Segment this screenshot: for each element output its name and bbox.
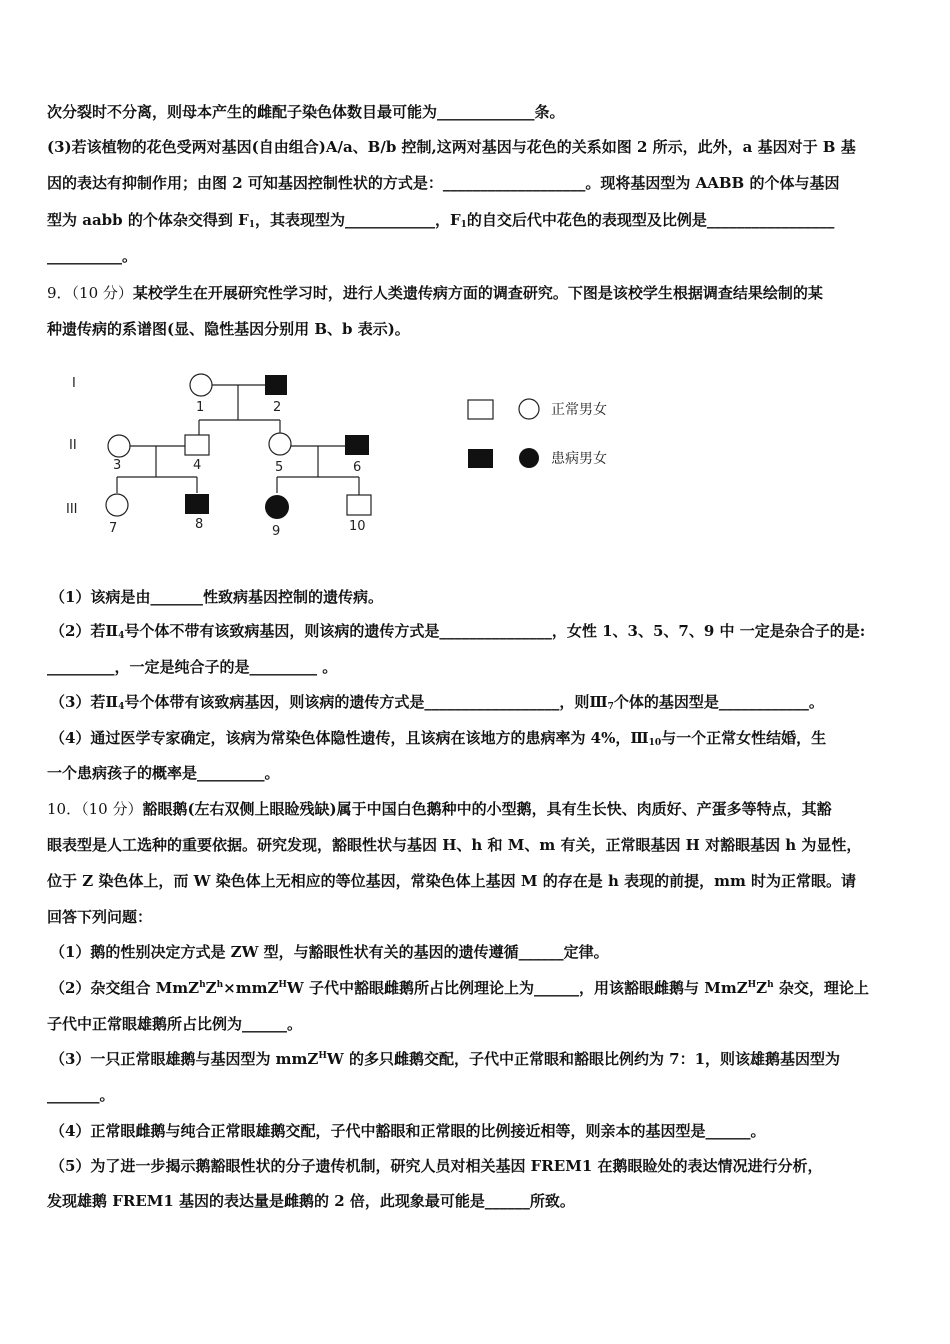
q9-sub-4-cont: 一个患病孩子的概率是_________。 [47, 764, 280, 782]
individual-II-3-female-normal [108, 435, 130, 457]
individual-number: 10 [349, 519, 366, 534]
individual-I-2-male-affected [265, 375, 287, 395]
individual-III-10-male-normal [347, 495, 371, 515]
generation-label-I: I [72, 376, 76, 391]
individual-number: 6 [353, 460, 362, 475]
q10-sub-3-b: W 的多只雌鹅交配，子代中正常眼和豁眼比例约为 7：1，则该雄鹅基因型为 [326, 1050, 841, 1068]
legend-normal-male-symbol [468, 400, 493, 419]
q10-sub-3 [50, 1048, 910, 1070]
q10-line-3: 位于 Z 染色体上，而 W 染色体上无相应的等位基因，常染色体上基因 M 的存在是 h 表现的前提，mm 时为正常眼。请 [47, 872, 857, 890]
q9-sub-3-a: （3）若Ⅱ [50, 693, 119, 711]
individual-number: 7 [109, 521, 118, 536]
subscript: 1 [248, 220, 255, 230]
q10-sub-2-b: Z [205, 979, 217, 997]
superscript: h [199, 980, 206, 990]
individual-III-7-female-normal [106, 494, 128, 516]
subscript: 7 [607, 702, 614, 712]
legend-normal-female-symbol [519, 399, 539, 419]
individual-number: 8 [195, 517, 204, 532]
generation-label-II: II [69, 438, 77, 453]
individual-II-5-female-normal [269, 433, 291, 455]
q8-line-4-b: ，其表现型为____________，F [255, 211, 461, 229]
q9-number: 9．（10 分） [47, 284, 133, 302]
q8-line-5: __________。 [47, 247, 138, 265]
legend-affected-male-symbol [468, 449, 493, 468]
subscript: 4 [118, 702, 125, 712]
q8-line-2: (3)若该植物的花色受两对基因(自由组合)A/a、B/b 控制,这两对基因与花色的关系如图 2 所示，此外，a 基因对于 B 基 [47, 138, 856, 156]
individual-number: 9 [272, 524, 281, 539]
pedigree-chart [55, 365, 635, 545]
subscript: 10 [648, 738, 662, 748]
individual-II-6-male-affected [345, 435, 369, 455]
q10-sub-2 [50, 977, 910, 999]
q10-sub-2-c: ×mmZ [223, 979, 279, 997]
legend-affected-female-symbol [519, 448, 539, 468]
q9-sub-2-cont: _________，一定是纯合子的是_________ 。 [47, 658, 338, 676]
q10-sub-3-cont: _______。 [47, 1086, 115, 1104]
q9-sub-3 [50, 691, 910, 713]
q10-sub-2-a: （2）杂交组合 MmZ [50, 979, 200, 997]
q9-sub-4-b: 与一个正常女性结婚，生 [661, 729, 827, 747]
individual-number: 1 [196, 400, 205, 415]
q8-line-3: 因的表达有抑制作用；由图 2 可知基因控制性状的方式是：___________________。现将基因型为 AABB 的个体与基因 [47, 174, 840, 192]
legend-normal-label: 正常男女 [551, 402, 607, 418]
subscript: 1 [460, 220, 467, 230]
q9-sub-2 [50, 620, 910, 642]
q9-sub-2-a: （2）若Ⅱ [50, 622, 119, 640]
superscript: h [767, 980, 774, 990]
individual-number: 4 [193, 458, 202, 473]
q10-sub-5: （5）为了进一步揭示鹅豁眼性状的分子遗传机制，研究人员对相关基因 FREM1 在鹅眼睑处的表达情况进行分析， [50, 1157, 823, 1175]
q9-sub-4-a: （4）通过医学专家确定，该病为常染色体隐性遗传，且该病在该地方的患病率为 4%，Ⅲ [50, 729, 649, 747]
q10-sub-2-d: W 子代中豁眼雌鹅所占比例理论上为______，用该豁眼雌鹅与 MmZ [286, 979, 748, 997]
q10-line-2: 眼表型是人工选种的重要依据。研究发现，豁眼性状与基因 H、h 和 M、m 有关，正常眼基因 H 对豁眼基因 h 为显性， [47, 836, 862, 854]
q9-text-1: 某校学生在开展研究性学习时，进行人类遗传病方面的调查研究。下图是该校学生根据调查结果绘制的某 [132, 284, 823, 302]
individual-number: 2 [273, 400, 282, 415]
individual-II-4-male-normal [185, 435, 209, 455]
q10-sub-2-e: Z [756, 979, 768, 997]
q9-sub-3-c: 个体的基因型是____________。 [613, 693, 824, 711]
individual-III-8-male-affected [185, 494, 209, 514]
individual-III-9-female-affected [265, 495, 289, 519]
q8-line-4 [47, 209, 907, 231]
individual-number: 3 [113, 458, 122, 473]
q8-line-1: 次分裂时不分离，则母本产生的雌配子染色体数目最可能为_____________条。 [47, 103, 565, 121]
q10-sub-4: （4）正常眼雌鹅与纯合正常眼雄鹅交配，子代中豁眼和正常眼的比例接近相等，则亲本的基因型是______。 [50, 1122, 766, 1140]
q8-line-4-a: 型为 aabb 的个体杂交得到 F [47, 211, 249, 229]
q10-sub-3-a: （3）一只正常眼雄鹅与基因型为 mmZ [50, 1050, 319, 1068]
individual-I-1-female-normal [190, 374, 212, 396]
legend-affected-label: 患病男女 [551, 451, 607, 467]
subscript: 4 [118, 631, 125, 641]
q10-line-4: 回答下列问题： [47, 908, 153, 926]
q10-sub-5-cont: 发现雄鹅 FREM1 基因的表达量是雌鹅的 2 倍，此现象最可能是______所致。 [47, 1192, 575, 1210]
q9-sub-2-b: 号个体不带有该致病基因，则该病的遗传方式是_______________，女性 1、3、5、7、9 中 一定是杂合子的是: [124, 622, 866, 640]
generation-label-III: III [66, 502, 78, 517]
q9-line-2: 种遗传病的系谱图(显、隐性基因分别用 B、b 表示)。 [47, 320, 410, 338]
q10-sub-2-f: 杂交，理论上 [773, 979, 869, 997]
q9-sub-1: （1）该病是由_______性致病基因控制的遗传病。 [50, 588, 383, 606]
q9-sub-4 [50, 727, 910, 749]
q8-line-4-c: 的自交后代中花色的表现型及比例是_________________ [466, 211, 835, 229]
individual-number: 5 [275, 460, 284, 475]
q10-text-1: 豁眼鹅(左右双侧上眼睑残缺)属于中国白色鹅种中的小型鹅，具有生长快、肉质好、产蛋多等特点，其豁 [142, 800, 832, 818]
superscript: H [318, 1051, 327, 1061]
superscript: H [278, 980, 287, 990]
q9-line-1 [47, 282, 907, 304]
q9-sub-3-b: 号个体带有该致病基因，则该病的遗传方式是__________________，则Ⅲ [124, 693, 608, 711]
superscript: H [747, 980, 757, 990]
q10-sub-1: （1）鹅的性别决定方式是 ZW 型，与豁眼性状有关的基因的遗传遵循______定律。 [50, 943, 609, 961]
q10-number: 10．（10 分） [47, 800, 143, 818]
superscript: h [216, 980, 224, 990]
q10-line-1 [47, 798, 907, 820]
q10-sub-2-cont: 子代中正常眼雄鹅所占比例为______。 [47, 1015, 303, 1033]
